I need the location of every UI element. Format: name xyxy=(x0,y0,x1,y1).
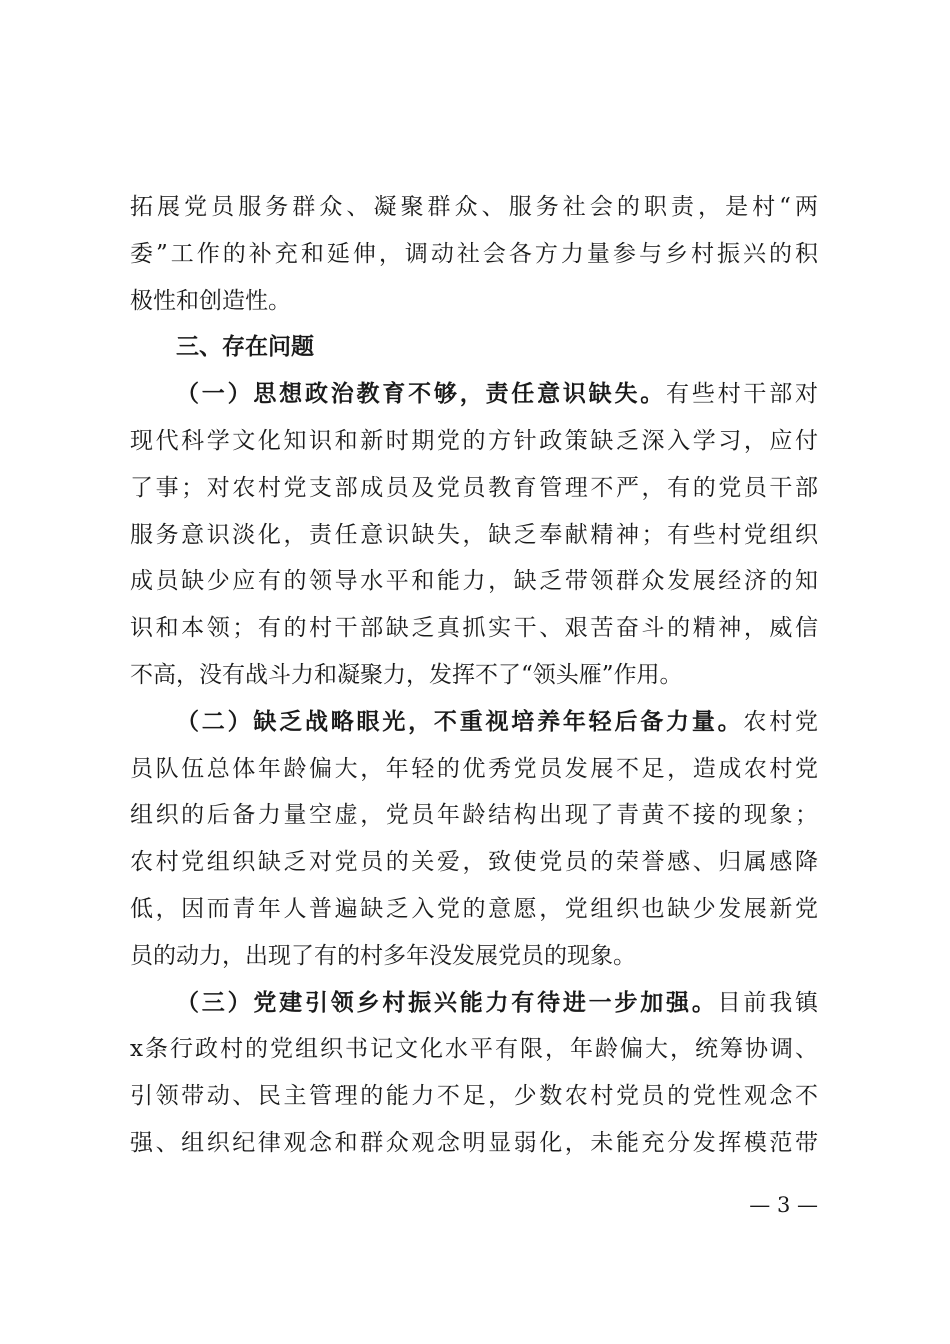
text-line: 强、组织纪律观念和群众观念明显弱化，未能充分发挥模范带 xyxy=(130,1129,818,1156)
text-line: 引领带动、民主管理的能力不足，少数农村党员的党性观念不 xyxy=(130,1083,818,1110)
issue-1-first-line-text: 有些村干部对 xyxy=(666,381,818,408)
page-number: — 3 — xyxy=(749,1193,818,1217)
issue-2-first-line xyxy=(130,699,818,746)
text-line: 员队伍总体年龄偏大，年轻的优秀党员发展不足，造成农村党 xyxy=(130,755,818,782)
text-line: 不高，没有战斗力和凝聚力，发挥不了“领头雁”作用。 xyxy=(130,661,683,688)
text-line: 委”工作的补充和延伸，调动社会各方力量参与乡村振兴的积 xyxy=(130,240,818,267)
body-text xyxy=(130,184,818,1167)
issue-3-title: （三）党建引领乡村振兴能力有待进一步加强。 xyxy=(176,988,718,1016)
issue-3-first-line xyxy=(130,980,818,1027)
text-line: 成员缺少应有的领导水平和能力，缺乏带领群众发展经济的知 xyxy=(130,568,818,595)
text-line: 低，因而青年人普遍缺乏入党的意愿，党组织也缺少发展新党 xyxy=(130,895,818,922)
issue-2-title: （二）缺乏战略眼光，不重视培养年轻后备力量。 xyxy=(176,707,744,735)
text-line: x条行政村的党组织书记文化水平有限，年龄偏大，统筹协调、 xyxy=(130,1036,818,1063)
text-line: 极性和创造性。 xyxy=(130,287,291,314)
issue-1-title: （一）思想政治教育不够，责任意识缺失。 xyxy=(176,380,667,408)
issue-3-first-line-text: 目前我镇 xyxy=(717,989,818,1016)
text-line: 组织的后备力量空虚，党员年龄结构出现了青黄不接的现象； xyxy=(130,802,818,829)
section-heading: 三、存在问题 xyxy=(176,334,314,361)
text-line: 识和本领；有的村干部缺乏真抓实干、艰苦奋斗的精神，威信 xyxy=(130,615,818,642)
text-line: 了事；对农村党支部成员及党员教育管理不严，有的党员干部 xyxy=(130,474,818,501)
issue-1-first-line xyxy=(130,371,818,418)
text-line: 现代科学文化知识和新时期党的方针政策缺乏深入学习，应付 xyxy=(130,427,818,454)
text-line: 拓展党员服务群众、凝聚群众、服务社会的职责，是村“两 xyxy=(130,194,818,220)
text-line: 农村党组织缺乏对党员的关爱，致使党员的荣誉感、归属感降 xyxy=(130,849,818,876)
text-line: 服务意识淡化，责任意识缺失，缺乏奉献精神；有些村党组织 xyxy=(130,521,818,548)
issue-2-first-line-text: 农村党 xyxy=(743,708,818,735)
text-line: 员的动力，出现了有的村多年没发展党员的现象。 xyxy=(130,942,636,969)
